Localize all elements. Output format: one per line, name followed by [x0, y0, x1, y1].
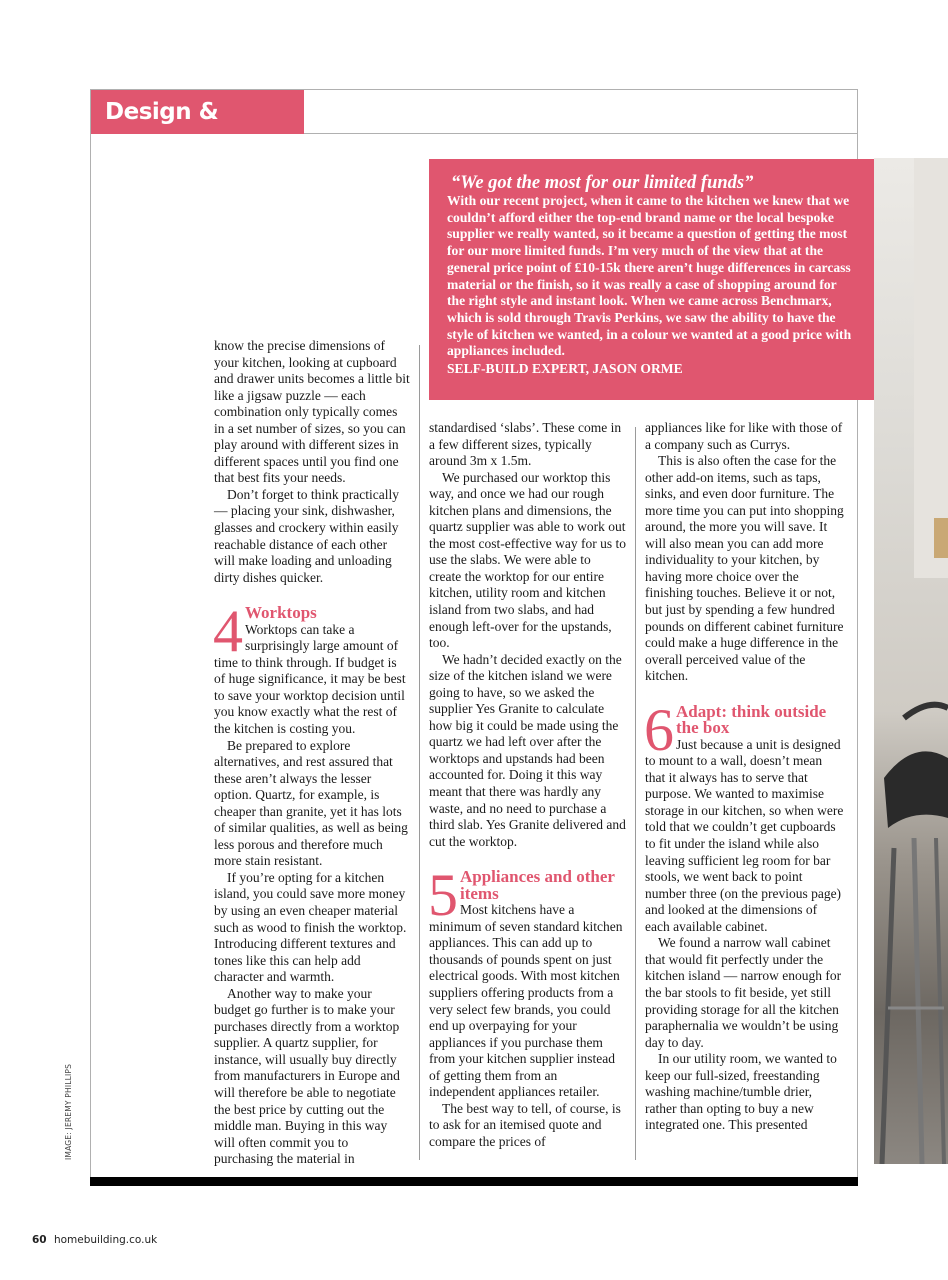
section-number: 6 — [644, 696, 674, 763]
paragraph: If you’re opting for a kitchen island, you could save more money by using an even cheaper material such as wood to finish the worktop. Introducing different textures and tones like this can help add character and warmth. — [214, 869, 407, 985]
paragraph: appliances like for like with those of a company such as Currys. — [645, 420, 843, 452]
section-number: 5 — [428, 862, 458, 929]
paragraph: know the precise dimensions of your kitchen, looking at cupboard and drawer units becomes a little bit like a jigsaw puzzle — each combination only typically comes in a set number of sizes, so you can play around with different sizes in different spaces until you find one that best fits your needs. — [214, 338, 410, 486]
section-heading-5 — [428, 862, 626, 1101]
column-2 — [429, 420, 626, 1150]
kitchen-photo — [874, 158, 948, 1164]
section-title: Adapt: think outside the box — [676, 701, 827, 738]
paragraph: Worktops can take a surprisingly large amount of time to think through. If budget is of huge significance, it may be best to save your worktop decision until you know exactly what the rest of the kitchen is costing you. — [214, 621, 406, 736]
pull-quote-box — [429, 159, 874, 400]
pull-quote-body: With our recent project, when it came to the kitchen we knew that we couldn’t afford either the top-end brand name or the local bespoke supplier we really wanted, so it became a question of getting the most for our more limited funds. I’m very much of the view that at the general price point of £10-15k there aren’t huge differences in carcass material or the finish, so it was really a case of shopping around for the right style and instant look. When we came across Benchmarx, which is sold through Travis Perkins, we saw the ability to have the style of kitchen we wanted, in a colour we wanted at a good price with appliances included. — [447, 193, 852, 359]
paragraph: This is also often the case for the other add-on items, such as taps, sinks, and even door furniture. The more time you can put into shopping around, the more you will save. It will also mean you can add more individuality to your kitchen, by having more choice over the finishing touches. Believe it or not, but just by spending a few hundred pounds on different cabinet furniture could make a huge difference in the overall perceived value of the kitchen. — [645, 453, 844, 684]
paragraph: The best way to tell, of course, is to ask for an itemised quote and compare the prices of — [429, 1100, 621, 1149]
image-credit: IMAGE: JEREMY PHILLIPS — [64, 1063, 73, 1160]
bar-stool-illustration — [874, 158, 948, 1164]
paragraph: Just because a unit is designed to mount to a wall, doesn’t mean that it always has to serve that purpose. We wanted to maximise storage in our kitchen, so when were told that we couldn’t get cupboards to fit under the island while also leaving sufficient leg room for bar stools, we went back to point number three (on the previous page) and looked at the dimensions of each available cabinet. — [645, 736, 844, 934]
page-number: 60 — [32, 1234, 47, 1246]
column-rule — [635, 427, 636, 1160]
paragraph: Be prepared to explore alternatives, and rest assured that these aren’t always the lesser option. Quartz, for example, is cheaper than granite, yet it has lots of similar qualities, as well as being less porous and therefore much more stain resistant. — [214, 737, 408, 869]
bottom-bar — [90, 1177, 858, 1186]
paragraph: We purchased our worktop this way, and once we had our rough kitchen plans and dimensions, the quartz supplier was able to work out the most cost-effective way for us to use the slabs. We were able to create the worktop for our entire kitchen, utility room and kitchen island from two slabs, and had enough left-over for the upstands, too. — [429, 469, 626, 651]
pull-quote-title: “We got the most for our limited funds” — [451, 173, 754, 193]
paragraph: standardised ‘slabs’. These come in a few different sizes, typically around 3m x 1.5m. — [429, 420, 622, 469]
pull-quote-attribution: SELF-BUILD EXPERT, JASON ORME — [447, 361, 683, 377]
footer-site-link[interactable]: homebuilding.co.uk — [53, 1234, 158, 1246]
section-title: Worktops — [245, 603, 317, 623]
paragraph: We found a narrow wall cabinet that would fit perfectly under the kitchen island — narrow enough for the bar stools to fit beside, yet still providing storage for all the kitchen paraphernalia we wouldn’t be using day to day. — [645, 935, 842, 1050]
column-1 — [214, 338, 410, 1168]
section-title: Appliances and other items — [460, 867, 615, 903]
section-number: 4 — [213, 598, 243, 665]
column-rule — [419, 345, 420, 1160]
section-heading-6 — [644, 696, 845, 936]
section-heading-4 — [213, 598, 410, 737]
paragraph: In our utility room, we wanted to keep our full-sized, freestanding washing machine/tumble drier, rather than opting to buy a new integrated one. This presented — [645, 1051, 837, 1133]
paragraph: Another way to make your budget go further is to make your purchases directly from a worktop supplier. A quartz supplier, for instance, will usually buy directly from manufacturers in Europe and will therefore be able to negotiate the best price by cutting out the middle man. Buying in this way will often commit you to purchasing the material in — [214, 985, 400, 1167]
column-3 — [645, 420, 845, 1134]
page-footer — [32, 1234, 157, 1246]
paragraph: We hadn’t decided exactly on the size of the kitchen island we were going to have, so we asked the supplier Yes Granite to calculate how big it could be made using the quartz we had left over after the worktops and upstands had been accounted for. Doing it this way meant that there was hardly any waste, and no need to purchase a third slab. Yes Granite delivered and cut the worktop. — [429, 651, 626, 849]
section-tab: Design & Materials — [91, 90, 304, 134]
paragraph: Don’t forget to think practically — placing your sink, dishwasher, glasses and crockery within easily reachable distance of each other will make loading and unloading dirty dishes quicker. — [214, 486, 399, 585]
paragraph: Most kitchens have a minimum of seven standard kitchen appliances. This can add up to thousands of pounds spent on just electrical goods. With most kitchen suppliers offering products from a very select few brands, you could end up overpaying for your appliances if you purchase them from your kitchen supplier instead of getting them from an independent appliances retailer. — [429, 902, 623, 1100]
